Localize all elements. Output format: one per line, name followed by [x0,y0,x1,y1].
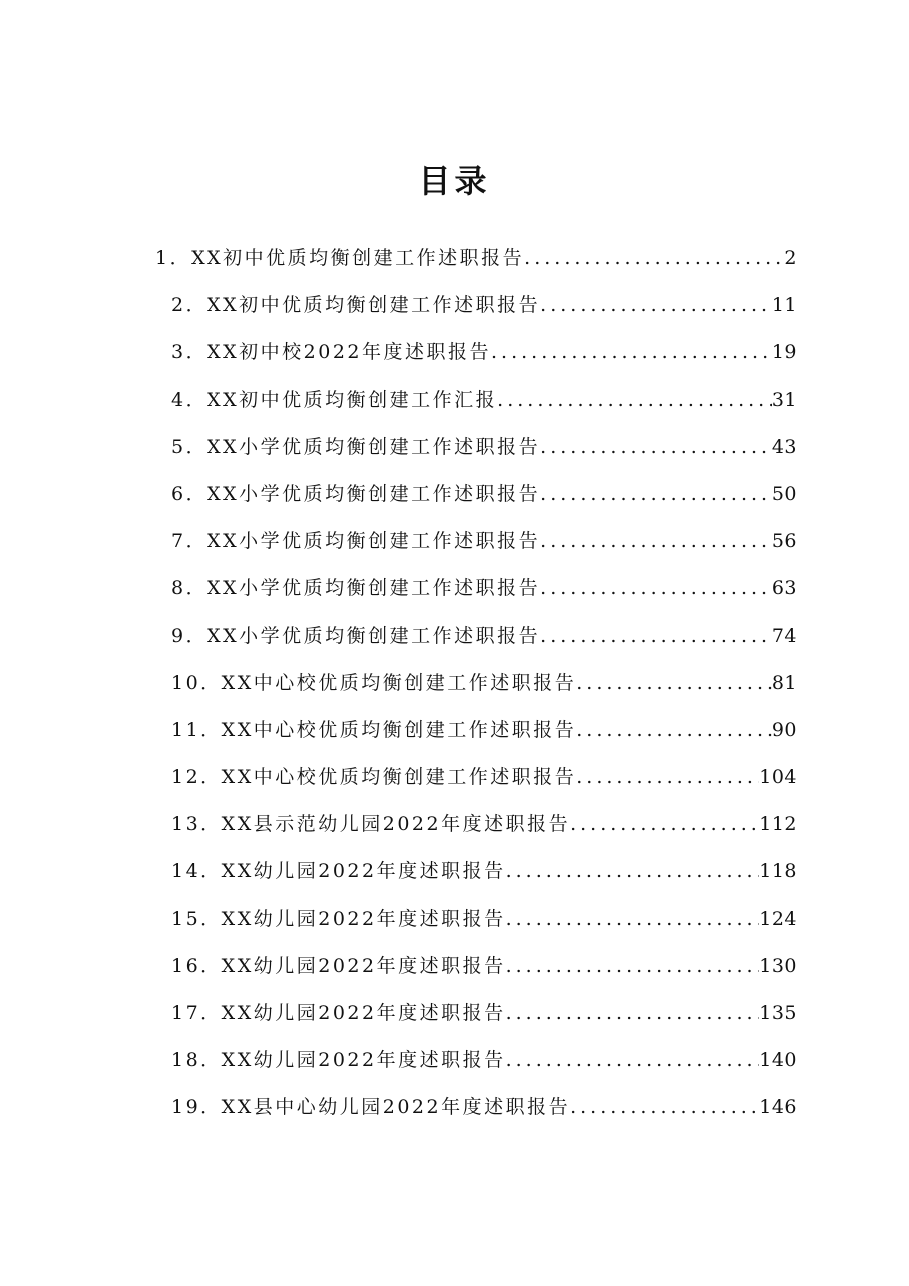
toc-entry-page-number: 31 [771,388,797,411]
toc-entry-title: 15．XX幼儿园2022年度述职报告 [171,907,506,930]
toc-entry-page-number: 81 [771,671,797,694]
toc-entry-page-number: 2 [784,247,797,269]
toc-entry-title: 11．XX中心校优质均衡创建工作述职报告 [171,718,577,741]
toc-entry-page-number: 118 [759,860,797,883]
toc-entry[interactable] [0,904,909,951]
toc-dot-leader [540,436,772,458]
toc-entry[interactable] [0,1045,909,1092]
toc-entry-page-number: 130 [759,954,797,977]
toc-entry-page-number: 90 [771,718,797,741]
toc-entry-page-number: 140 [759,1049,797,1072]
toc-entry[interactable] [0,432,909,479]
toc-dot-leader [570,813,759,835]
toc-entry-title: 9．XX小学优质均衡创建工作述职报告 [171,624,541,647]
toc-entry[interactable] [0,856,909,903]
toc-entry-page-number: 124 [759,907,797,930]
toc-entry-title: 14．XX幼儿园2022年度述职报告 [171,860,506,883]
toc-entry-page-number: 135 [759,1002,797,1024]
toc-dot-leader [506,1049,760,1071]
toc-dot-leader [570,1096,759,1118]
toc-entry-title: 8．XX小学优质均衡创建工作述职报告 [171,577,541,600]
toc-entry-title: 6．XX小学优质均衡创建工作述职报告 [171,482,541,505]
toc-entry[interactable] [0,715,909,762]
toc-entry-title: 13．XX县示范幼儿园2022年度述职报告 [171,813,571,836]
toc-entry-page-number: 104 [759,766,797,789]
toc-entry[interactable] [0,573,909,620]
toc-entry[interactable] [0,951,909,998]
toc-dot-leader [497,389,772,411]
toc-entry[interactable] [0,290,909,337]
toc-dot-leader [506,955,760,977]
toc-entry-title: 4．XX初中优质均衡创建工作汇报 [171,388,498,411]
toc-dot-leader [506,908,760,930]
toc-entry-title: 18．XX幼儿园2022年度述职报告 [171,1049,506,1072]
toc-entry-page-number: 11 [771,294,797,317]
toc-entry-title: 7．XX小学优质均衡创建工作述职报告 [171,530,541,553]
toc-dot-leader [540,294,772,316]
toc-dot-leader [540,530,772,552]
toc-entry-title: 3．XX初中校2022年度述职报告 [171,341,491,364]
toc-entry-page-number: 63 [771,577,797,600]
toc-dot-leader [576,672,772,694]
toc-dot-leader [540,577,772,599]
toc-entry-title: 2．XX初中优质均衡创建工作述职报告 [171,294,541,317]
toc-entry-title: 16．XX幼儿园2022年度述职报告 [171,954,506,977]
toc-entry-page-number: 112 [759,813,797,836]
toc-entry[interactable] [0,243,909,290]
toc-entry-title: 12．XX中心校优质均衡创建工作述职报告 [171,766,577,789]
toc-title: 目录 [418,162,491,200]
toc-list [0,243,909,1140]
toc-dot-leader [540,625,772,647]
toc-entry[interactable] [0,1092,909,1139]
toc-entry-page-number: 56 [771,530,797,553]
toc-entry-page-number: 19 [771,341,797,364]
toc-entry[interactable] [0,809,909,856]
toc-entry[interactable] [0,998,909,1045]
toc-dot-leader [506,860,760,882]
toc-dot-leader [576,719,772,741]
toc-dot-leader [524,247,784,269]
toc-entry[interactable] [0,479,909,526]
toc-dot-leader [540,483,772,505]
toc-entry-title: 17．XX幼儿园2022年度述职报告 [171,1002,506,1024]
toc-entry-page-number: 74 [771,624,797,647]
toc-entry-title: 5．XX小学优质均衡创建工作述职报告 [171,435,541,458]
toc-entry-title: 10．XX中心校优质均衡创建工作述职报告 [171,671,577,694]
toc-entry-page-number: 146 [759,1096,797,1119]
toc-entry[interactable] [0,668,909,715]
toc-entry[interactable] [0,385,909,432]
toc-entry[interactable] [0,762,909,809]
toc-entry-title: 1．XX初中优质均衡创建工作述职报告 [155,247,525,269]
toc-dot-leader [491,341,772,363]
toc-dot-leader [506,1002,760,1024]
toc-entry[interactable] [0,526,909,573]
toc-dot-leader [576,766,759,788]
toc-entry-page-number: 50 [771,482,797,505]
toc-entry-page-number: 43 [771,435,797,458]
toc-entry-title: 19．XX县中心幼儿园2022年度述职报告 [171,1096,571,1119]
toc-entry[interactable] [0,337,909,384]
toc-entry[interactable] [0,621,909,668]
